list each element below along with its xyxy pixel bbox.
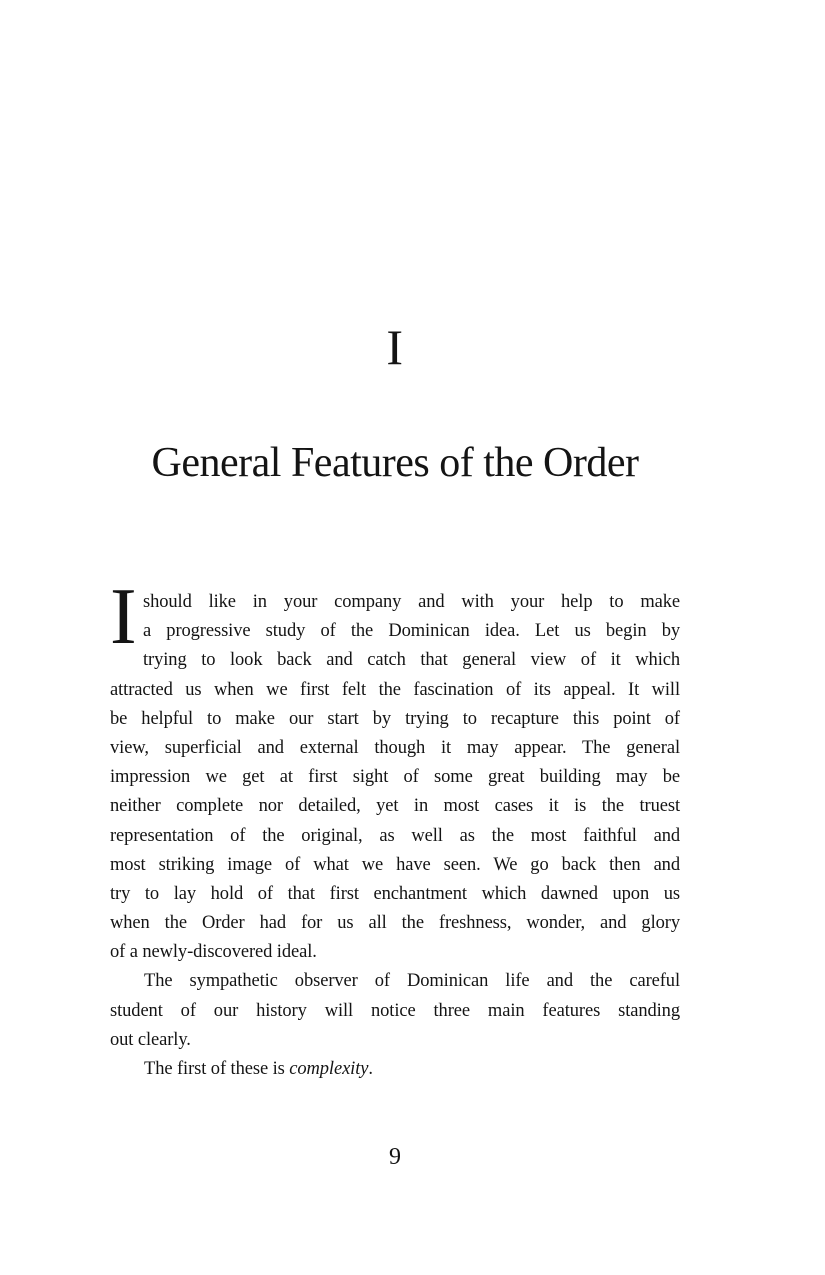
- body-text: [110, 588, 680, 1084]
- chapter-number: I: [386, 319, 404, 375]
- text-line: impression we get at first sight of some great building may be: [110, 767, 680, 788]
- text-line: view, superficial and external though it may appear. The general: [110, 737, 680, 758]
- chapter-title: General Features of the Order: [151, 440, 639, 486]
- text-line: when the Order had for us all the freshness, wonder, and glory: [110, 913, 680, 934]
- italic-term: complexity: [289, 1059, 369, 1079]
- sentence-prefix: The first of these is: [144, 1059, 290, 1079]
- text-line: out clearly.: [110, 1029, 191, 1050]
- sentence-suffix: .: [368, 1059, 373, 1079]
- text-line: a progressive study of the Dominican idea. Let us begin by: [143, 621, 680, 642]
- text-line: trying to look back and catch that general view of it which: [143, 650, 680, 671]
- text-line: be helpful to make our start by trying to recapture this point of: [110, 708, 680, 729]
- text-line: try to lay hold of that first enchantment which dawned upon us: [110, 883, 680, 904]
- dropcap-letter: I: [110, 588, 137, 647]
- text-line: representation of the original, as well as the most faithful and: [110, 825, 680, 846]
- text-line: neither complete nor detailed, yet in most cases it is the truest: [110, 796, 680, 817]
- page-body: [110, 0, 680, 1275]
- text-line: attracted us when we first felt the fascination of its appeal. It will: [110, 679, 680, 700]
- text-line: should like in your company and with your help to make: [143, 592, 680, 612]
- text-line: student of our history will notice three main features standing: [110, 1000, 680, 1021]
- text-line: of a newly-discovered ideal.: [110, 942, 317, 963]
- text-line: most striking image of what we have seen. We go back then and: [110, 854, 680, 875]
- text-line: The sympathetic observer of Dominican life and the careful: [144, 971, 680, 992]
- text-line: [110, 1055, 680, 1084]
- page-number: 9: [389, 1144, 401, 1170]
